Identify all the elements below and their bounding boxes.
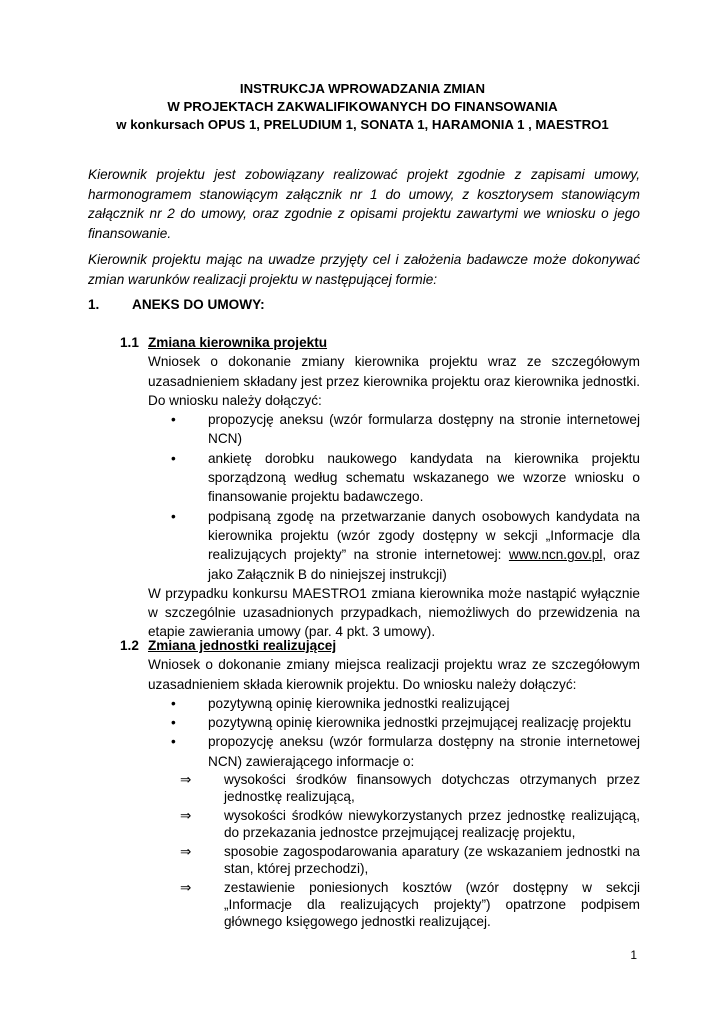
bullet-icon: • (171, 715, 176, 731)
subsection-1-1-closing: W przypadku konkursu MAESTRO1 zmiana kierownika może nastąpić wyłącznie w szczególnie uzasadnionych przypadkach, niemożliwych do przewidzenia na etapie zawierania umowy (par. 4 pkt. 3 umowy). (148, 585, 640, 640)
arrow-list-item-text: wysokości środków niewykorzystanych przez jednostkę realizującą, do przekazania jednostce przejmującej realizację projektu, (224, 808, 640, 841)
list-item (148, 449, 640, 507)
subsection-1-2-bullets (148, 694, 640, 771)
bullet-icon: • (171, 450, 176, 466)
header-line-2: W PROJEKTACH ZAKWALIFIKOWANYCH DO FINANSOWANIA (167, 99, 558, 114)
arrow-list-item (176, 771, 640, 805)
list-item-text-tail: , oraz jako Załącznik B do niniejszej instrukcji) (208, 547, 641, 582)
subsection-1-1-intro: Wniosek o dokonanie zmiany kierownika projektu wraz ze szczegółowym uzasadnieniem składany jest przez kierownika projektu oraz kierownika jednostki. Do wniosku należy dołączyć: (148, 354, 640, 408)
double-arrow-icon: ⇒ (180, 844, 192, 860)
list-item (148, 410, 640, 449)
subsection-1-1 (120, 333, 640, 642)
intro-paragraph-1: Kierownik projektu jest zobowiązany realizować projekt zgodnie z zapisami umowy, harmonogramem stanowiącym załącznik nr 1 do umowy, z kosztorysem stanowiącym załącznik nr 2 do umowy, oraz zgodnie z opisami projektu zawartymi we wniosku o jego finansowanie. (88, 167, 640, 241)
header-line-1: INSTRUKCJA WPROWADZANIA ZMIAN (239, 81, 486, 96)
subsection-1-1-heading (120, 333, 640, 352)
arrow-list-item (176, 843, 640, 877)
arrow-list-item (176, 807, 640, 841)
list-item-text: pozytywną opinię kierownika jednostki przejmującej realizację projektu (208, 715, 632, 731)
list-item-text: ankietę dorobku naukowego kandydata na kierownika projektu sporządzoną według schematu wskazanego we wzorze wniosku o finansowanie projektu badawczego. (208, 450, 640, 505)
bullet-icon: • (171, 695, 176, 711)
list-item-text: propozycję aneksu (wzór formularza dostępny na stronie internetowej NCN) (208, 412, 640, 447)
document-header (0, 80, 725, 134)
double-arrow-icon: ⇒ (180, 808, 192, 824)
subsection-1-2 (120, 636, 640, 932)
section-1-heading (88, 297, 265, 312)
subsection-1-2-body (148, 655, 640, 930)
list-item (148, 507, 640, 584)
double-arrow-icon: ⇒ (180, 880, 192, 896)
list-item (148, 732, 640, 771)
intro-paragraph-2: Kierownik projektu mając na uwadze przyjęty cel i założenia badawcze może dokonywać zmian warunków realizacji projektu w następującej formie: (88, 252, 640, 287)
subsection-1-2-title: Zmiana jednostki realizującej (148, 638, 337, 653)
section-1-title: ANEKS DO UMOWY: (132, 297, 265, 312)
arrow-list-item-text: sposobie zagospodarowania aparatury (ze wskazaniem jednostki na stan, której przechodzi), (224, 844, 640, 877)
subsection-1-2-number: 1.2 (120, 638, 139, 653)
double-arrow-icon: ⇒ (180, 772, 192, 788)
subsection-1-1-number: 1.1 (120, 335, 139, 350)
subsection-1-1-title: Zmiana kierownika projektu (148, 335, 328, 350)
arrow-list-item-text: wysokości środków finansowych dotychczas otrzymanych przez jednostkę realizującą, (224, 772, 640, 805)
section-1-number: 1. (88, 297, 100, 312)
arrow-list-item-text: zestawienie poniesionych kosztów (wzór dostępny w sekcji „Informacje dla realizujących projekty”) opatrzone podpisem głównego księgowego jednostki realizującej. (224, 880, 640, 930)
list-item-text: pozytywną opinię kierownika jednostki realizującej (208, 695, 510, 711)
list-item-text: podpisaną zgodę na przetwarzanie danych osobowych kandydata na kierownika projektu (wzór zgody dostępny w sekcji „Informacje dla realizujących projekty” na stronie internetowej: (208, 508, 640, 563)
subsection-1-2-intro: Wniosek o dokonanie zmiany miejsca realizacji projektu wraz ze szczegółowym uzasadnieniem składa kierownik projektu. Do wniosku należy dołączyć: (148, 657, 640, 692)
subsection-1-2-heading (120, 636, 640, 655)
list-item-text: propozycję aneksu (wzór formularza dostępny na stronie internetowej NCN) zawierającego informacje o: (208, 734, 640, 769)
list-item (148, 713, 640, 732)
arrow-list-item (176, 879, 640, 930)
bullet-icon: • (171, 734, 176, 750)
list-item (148, 694, 640, 713)
bullet-icon: • (171, 412, 176, 428)
page-number: 1 (630, 948, 637, 962)
subsection-1-1-bullets (148, 410, 640, 584)
ncn-website-link[interactable]: www.ncn.gov.pl (508, 547, 603, 563)
subsection-1-2-arrow-list (148, 771, 640, 930)
subsection-1-1-body (148, 352, 640, 641)
bullet-icon: • (171, 508, 176, 524)
header-line-3: w konkursach OPUS 1, PRELUDIUM 1, SONATA 1, HARAMONIA 1 , MAESTRO1 (116, 117, 609, 132)
